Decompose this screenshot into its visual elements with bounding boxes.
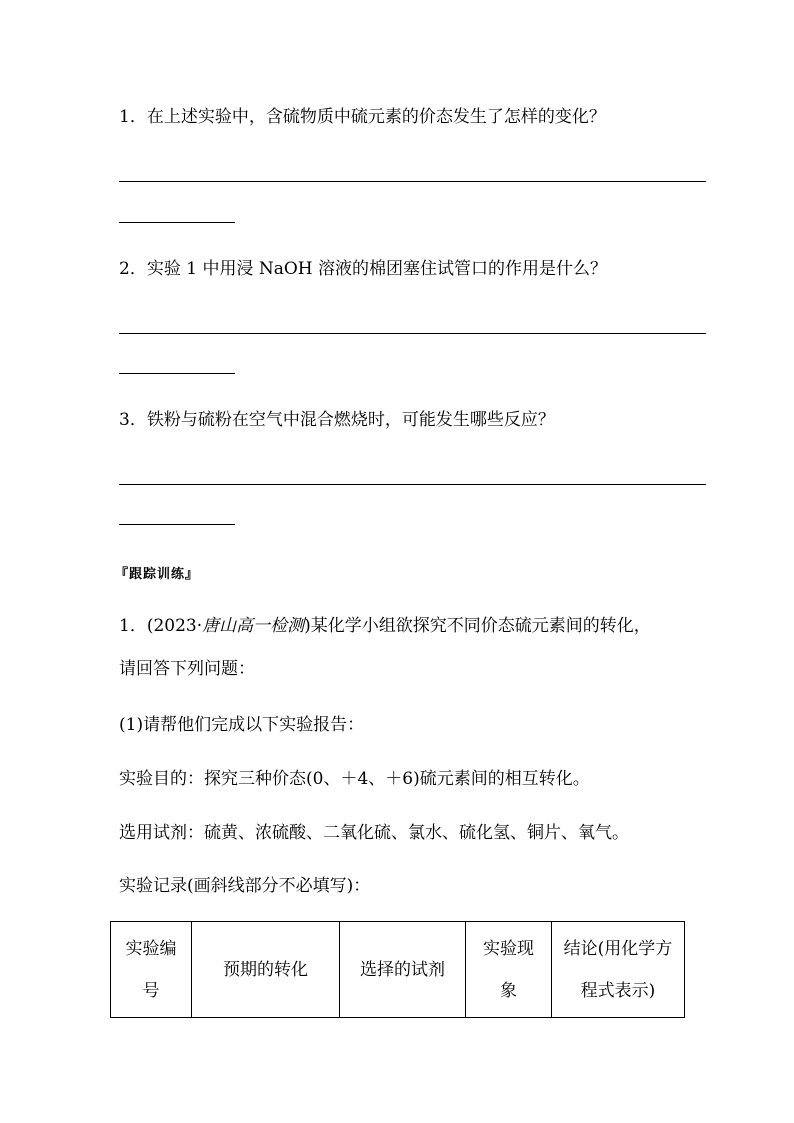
question-text: 在上述实验中，含硫物质中硫元素的价态发生了怎样的变化？ xyxy=(146,107,606,127)
question-number: 2． xyxy=(119,259,147,279)
stem-text: 某化学小组欲探究不同价态硫元素间的转化， xyxy=(310,616,651,636)
question-1 xyxy=(119,105,606,129)
question-number: 3． xyxy=(119,410,147,430)
question-text: 铁粉与硫粉在空气中混合燃烧时，可能发生哪些反应？ xyxy=(146,410,555,430)
exercise-1-stem xyxy=(119,614,651,638)
source-name: 唐山高一检测 xyxy=(202,616,305,636)
section-header: 『跟踪训练』 xyxy=(115,567,200,582)
experiment-record: 实验记录(画斜线部分不必填写)： xyxy=(119,876,371,896)
header-cell-chosen-reagents: 选择的试剂 xyxy=(340,922,466,1018)
question-2 xyxy=(119,257,607,281)
header-cell-phenomenon: 实验现 象 xyxy=(466,922,552,1018)
question-3 xyxy=(119,408,555,432)
answer-line xyxy=(119,333,706,334)
answer-line-short xyxy=(119,222,235,223)
table-header-row xyxy=(111,922,685,1018)
sub-question-1: (1)请帮他们完成以下实验报告： xyxy=(119,715,365,735)
answer-line-short xyxy=(119,373,235,374)
source-close: ) xyxy=(304,616,311,636)
header-cell-conclusion: 结论(用化学方 程式表示) xyxy=(552,922,685,1018)
question-text: 实验 1 中用浸 NaOH 溶液的棉团塞住试管口的作用是什么？ xyxy=(146,259,608,279)
exercise-1-stem-cont: 请回答下列问题： xyxy=(119,659,255,679)
answer-line-short xyxy=(119,524,235,525)
header-cell-expected-conversion: 预期的转化 xyxy=(192,922,340,1018)
answer-line xyxy=(119,181,706,182)
selected-reagents: 选用试剂：硫黄、浓硫酸、二氧化硫、氯水、硫化氢、铜片、氧气。 xyxy=(119,823,629,843)
experiment-purpose: 实验目的：探究三种价态(0、＋4、＋6)硫元素间的相互转化。 xyxy=(119,769,590,789)
exercise-number: 1． xyxy=(119,616,147,636)
experiment-table xyxy=(110,921,685,1018)
header-cell-experiment-number: 实验编 号 xyxy=(111,922,192,1018)
answer-line xyxy=(119,484,706,485)
source-open: (2023· xyxy=(146,616,203,636)
question-number: 1． xyxy=(119,107,147,127)
